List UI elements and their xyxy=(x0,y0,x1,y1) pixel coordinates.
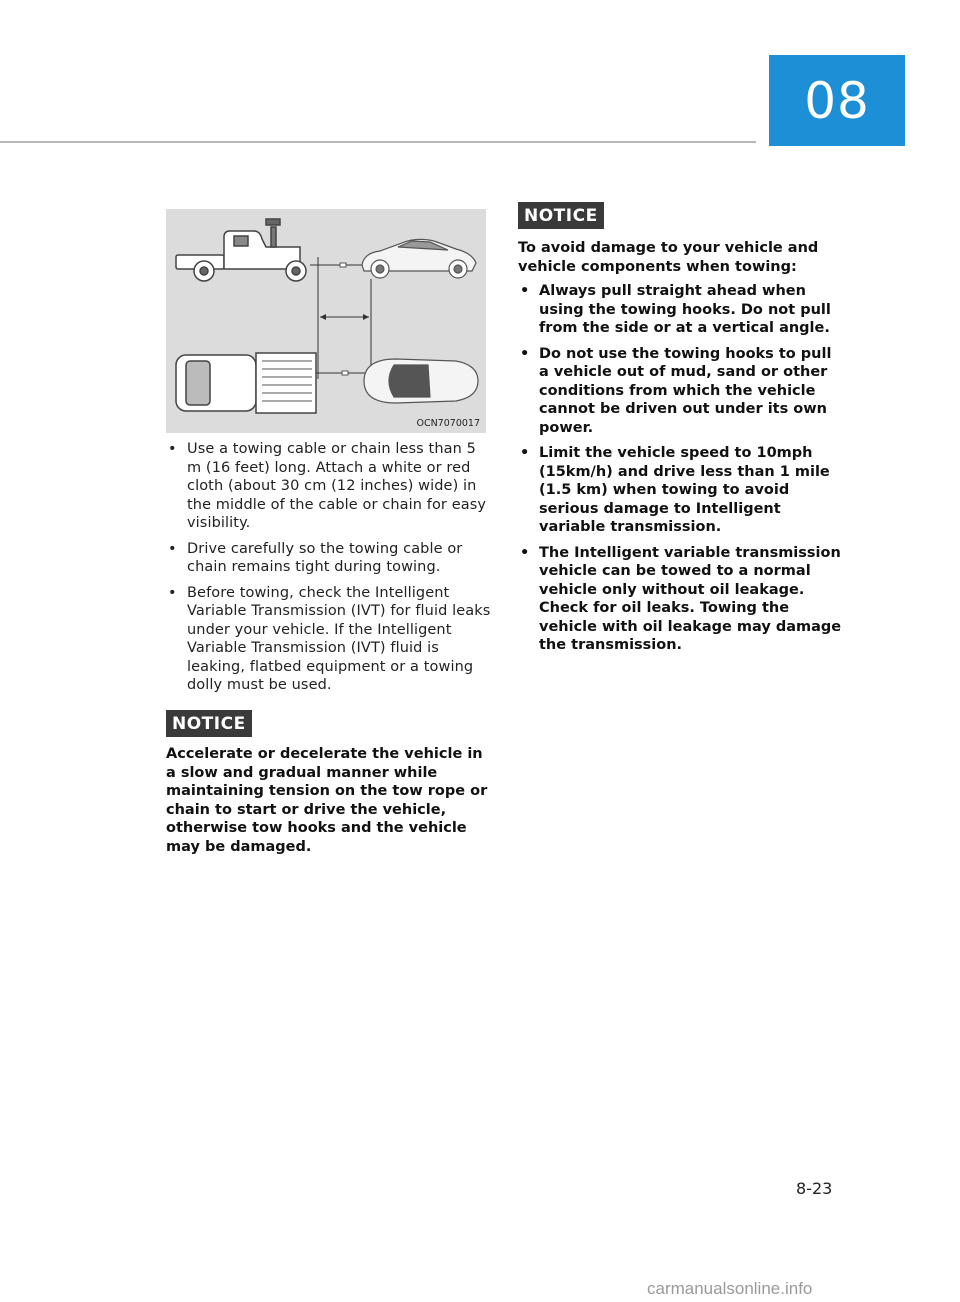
notice-bullet-list xyxy=(518,282,843,655)
bullet-marker: • xyxy=(168,584,177,601)
list-item xyxy=(518,345,843,438)
bullet-marker: • xyxy=(168,441,177,457)
notice-text: Accelerate or decelerate the vehicle in a slow and gradual manner while maintaining tension on the tow rope or chain to start or drive the vehicle, otherwise tow hooks and the vehicle may be damaged. xyxy=(166,746,488,855)
chapter-number: 08 xyxy=(804,71,870,130)
towed-car-top-view xyxy=(364,359,478,403)
bullet-list xyxy=(166,440,491,695)
notice-intro: To avoid damage to your vehicle and vehicle components when towing: xyxy=(518,240,819,275)
header-rule xyxy=(0,141,756,143)
bullet-marker: • xyxy=(168,540,177,557)
notice-badge: NOTICE xyxy=(518,202,604,229)
bullet-text: Do not use the towing hooks to pull a vehicle out of mud, sand or other conditions from which the vehicle cannot be driven out under its own power. xyxy=(539,345,832,436)
notice-badge: NOTICE xyxy=(166,710,252,737)
bullet-marker: • xyxy=(520,544,530,561)
towing-instructions xyxy=(166,440,491,702)
towed-car-side-view xyxy=(362,239,476,278)
bullet-text: Always pull straight ahead when using the towing hooks. Do not pull from the side or at a vertical angle. xyxy=(539,283,831,336)
watermark-link[interactable]: carmanualsonline.info xyxy=(647,1279,813,1298)
notice-box-right xyxy=(518,202,843,662)
page-number: 8-23 xyxy=(796,1179,833,1198)
bullet-marker: • xyxy=(520,345,530,362)
tow-truck-side-view xyxy=(176,219,306,281)
chapter-tab xyxy=(769,55,905,146)
bullet-text: Limit the vehicle speed to 10mph (15km/h) and drive less than 1 mile (1.5 km) when towing to avoid serious damage to Intelligent variable transmission. xyxy=(539,445,830,535)
list-item xyxy=(166,440,491,533)
bullet-marker: • xyxy=(520,445,530,461)
towing-diagram xyxy=(166,209,486,433)
list-item xyxy=(166,584,491,695)
list-item xyxy=(518,544,843,655)
list-item xyxy=(518,444,843,537)
list-item xyxy=(518,282,843,338)
bullet-text: Before towing, check the Intelligent Variable Transmission (IVT) for fluid leaks under your vehicle. If the Intelligent Variable Transmission (IVT) fluid is leaking, flatbed equipment or a towing dolly must be used. xyxy=(187,584,491,693)
list-item xyxy=(166,540,491,577)
bullet-text: Use a towing cable or chain less than 5 m (16 feet) long. Attach a white or red cloth (about 30 cm (12 inches) wide) in the middle of the cable or chain for easy visibility. xyxy=(187,441,487,531)
bullet-text: The Intelligent variable transmission vehicle can be towed to a normal vehicle only without oil leakage. Check for oil leaks. Towing the vehicle with oil leakage may damage the transmission. xyxy=(539,544,842,653)
tow-truck-top-view xyxy=(176,353,316,413)
bullet-text: Drive carefully so the towing cable or chain remains tight during towing. xyxy=(187,540,463,575)
towing-illustration xyxy=(166,209,486,433)
figure-code: OCN7070017 xyxy=(416,418,480,429)
notice-box-left xyxy=(166,710,491,856)
bullet-marker: • xyxy=(520,283,530,299)
